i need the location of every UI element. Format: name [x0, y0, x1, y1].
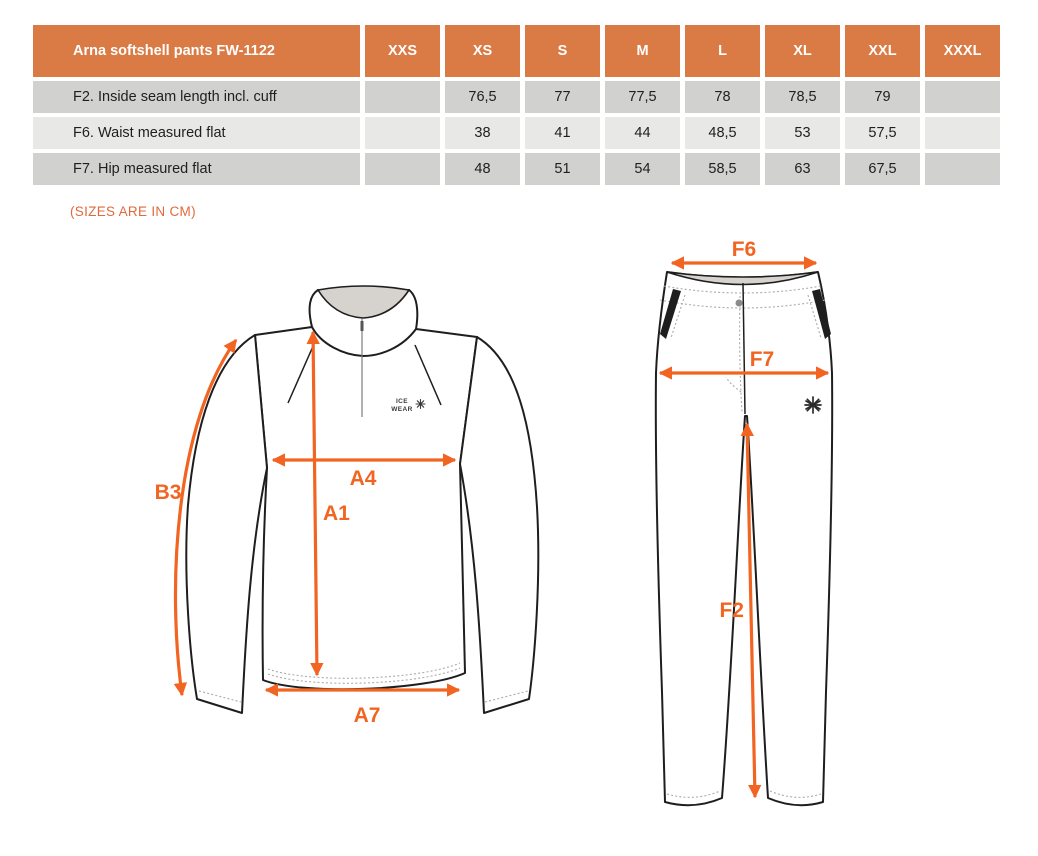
f2-label: F2 — [719, 599, 744, 622]
value-cell: 63 — [765, 153, 840, 185]
value-cell — [925, 81, 1000, 113]
value-cell: 48,5 — [685, 117, 760, 149]
value-cell: 77,5 — [605, 81, 680, 113]
snowflake-icon — [805, 397, 821, 413]
measurement-label: F2. Inside seam length incl. cuff — [33, 81, 360, 113]
a7-label: A7 — [353, 704, 381, 727]
value-cell — [365, 117, 440, 149]
value-cell: 57,5 — [845, 117, 920, 149]
value-cell — [365, 81, 440, 113]
a1-label: A1 — [323, 502, 350, 525]
value-cell: 51 — [525, 153, 600, 185]
f7-label: F7 — [749, 348, 775, 371]
waist-button — [736, 300, 743, 307]
pants-diagram — [610, 240, 910, 850]
size-column-header: XXL — [845, 25, 920, 77]
value-cell: 58,5 — [685, 153, 760, 185]
shirt-outline — [186, 286, 538, 713]
value-cell: 53 — [765, 117, 840, 149]
logo-text-line2: WEAR — [391, 406, 413, 413]
logo-text-line1: ICE — [395, 398, 409, 405]
value-cell: 41 — [525, 117, 600, 149]
measurement-label: F6. Waist measured flat — [33, 117, 360, 149]
value-cell: 78,5 — [765, 81, 840, 113]
table-row — [33, 153, 1000, 185]
size-column-header: XXS — [365, 25, 440, 77]
value-cell: 48 — [445, 153, 520, 185]
measurement-label: F7. Hip measured flat — [33, 153, 360, 185]
value-cell: 38 — [445, 117, 520, 149]
shirt-diagram — [140, 245, 610, 745]
product-name-header: Arna softshell pants FW-1122 — [33, 25, 360, 77]
snowflake-icon — [416, 400, 425, 409]
table-header-row — [33, 25, 1000, 77]
value-cell — [925, 117, 1000, 149]
value-cell: 79 — [845, 81, 920, 113]
pants-outline — [656, 272, 832, 805]
size-table — [28, 21, 1005, 189]
value-cell: 44 — [605, 117, 680, 149]
sizes-unit-note: (SIZES ARE IN CM) — [70, 204, 196, 219]
size-column-header: XXXL — [925, 25, 1000, 77]
size-column-header: XL — [765, 25, 840, 77]
a4-label: A4 — [349, 467, 377, 490]
value-cell: 77 — [525, 81, 600, 113]
table-row — [33, 117, 1000, 149]
value-cell: 76,5 — [445, 81, 520, 113]
value-cell — [925, 153, 1000, 185]
value-cell — [365, 153, 440, 185]
size-column-header: L — [685, 25, 760, 77]
size-column-header: S — [525, 25, 600, 77]
f6-label: F6 — [731, 240, 757, 261]
value-cell: 78 — [685, 81, 760, 113]
b3-label: B3 — [154, 481, 182, 504]
size-column-header: XS — [445, 25, 520, 77]
size-column-header: M — [605, 25, 680, 77]
value-cell: 67,5 — [845, 153, 920, 185]
value-cell: 54 — [605, 153, 680, 185]
table-row — [33, 81, 1000, 113]
